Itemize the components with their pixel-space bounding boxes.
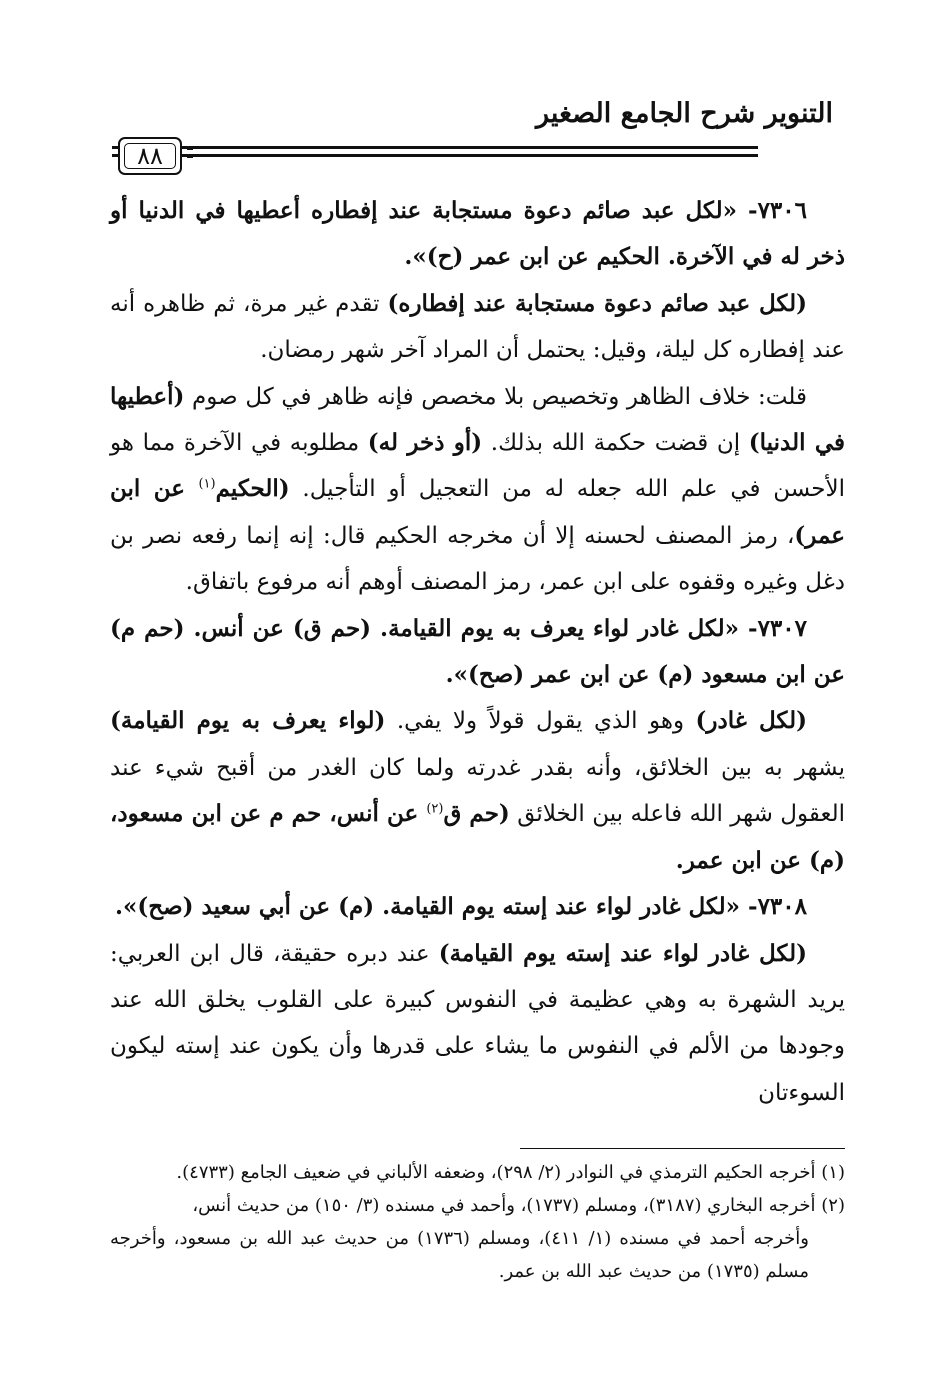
hadith-7306-text: ٧٣٠٦- «لكل عبد صائم دعوة مستجابة عند إفطاره أعطيها في الدنيا أو ذخر له في الآخرة. الحكيم عن ابن عمر (ح)». [110, 197, 845, 271]
commentary-7307 [110, 698, 845, 884]
quote-bold: (لكل غادر لواء عند إسته يوم القيامة) [438, 939, 808, 967]
footnote-ref-2[interactable]: (٢) [426, 801, 444, 817]
footnote-2-line-2: وأخرجه أحمد في مسنده (١/ ٤١١)، ومسلم (١٧٣٦) من حديث عبد الله بن مسعود، وأخرجه مسلم (١٧٣٥) من حديث عبد الله بن عمر. [110, 1228, 809, 1282]
footnote-2-line-1: (٢) أخرجه البخاري (٣١٨٧)، ومسلم (١٧٣٧)، وأحمد في مسنده (٣/ ١٥٠) من حديث أنس، [192, 1195, 845, 1216]
quote-bold: (أعطيها في الدنيا) [110, 382, 845, 457]
hadith-7308-text: ٧٣٠٨- «لكل غادر لواء عند إسته يوم القيامة. (م) عن أبي سعيد (صح)». [115, 893, 807, 921]
header-rule-ornament [187, 148, 193, 158]
quote-bold: (لواء يعرف به يوم القيامة) [110, 707, 386, 735]
quote-bold: عن ابن عمر) [110, 475, 845, 549]
header-rule-top [112, 146, 758, 149]
commentary-text: مطلوبه في الآخرة مما هو الأحسن في علم الله جعله له من التعجيل أو التأجيل. [110, 430, 846, 503]
footnotes [110, 1156, 845, 1288]
quote-bold: (لكل غادر) [695, 707, 807, 735]
footnote-1: (١) أخرجه الحكيم الترمذي في النوادر (٢/ ٢٩٨)، وضعفه الألباني في ضعيف الجامع (٤٧٣٣). [176, 1162, 845, 1183]
header-rule-bottom [112, 154, 758, 157]
hadith-7306 [110, 188, 845, 281]
hadith-7307-text: ٧٣٠٧- «لكل غادر لواء يعرف به يوم القيامة. (حم ق) عن أنس. (حم م) عن ابن مسعود (م) عن ابن عمر (صح)». [110, 614, 845, 689]
quote-bold: (أو ذخر له) [367, 429, 483, 457]
commentary-7308 [110, 931, 845, 1117]
main-text [110, 188, 845, 1116]
footnote-separator [520, 1148, 845, 1149]
commentary-7306-a [110, 281, 845, 374]
commentary-text: يشهر به بين الخلائق، وأنه بقدر غدرته ولما كان الغدر من أقبح شيء عند العقول شهر الله فاعله بين الخلائق [110, 754, 845, 828]
commentary-7306-b [110, 374, 845, 606]
hadith-7308 [110, 884, 845, 930]
quote-bold: (حم ق [443, 800, 510, 828]
commentary-text: قلت: خلاف الظاهر وتخصيص بلا مخصص فإنه ظاهر في كل صوم [184, 383, 807, 410]
running-title: التنوير شرح الجامع الصغير [536, 98, 833, 129]
quote-bold: عن أنس، حم م عن ابن مسعود، (م) عن ابن عمر. [110, 800, 845, 874]
hadith-7307 [110, 606, 845, 699]
quote-bold: (الحكيم [215, 475, 290, 503]
commentary-text: ، رمز المصنف لحسنه إلا أن مخرجه الحكيم قال: إنه إنما رفعه نصر بن دغل وغيره وقفوه على ابن عمر، رمز المصنف أوهم أنه مرفوع باتفاق. [110, 522, 845, 596]
footnote-ref-1[interactable]: (١) [198, 476, 216, 492]
commentary-text: وهو الذي يقول قولاً ولا يفي. [385, 708, 696, 735]
commentary-text: إن قضت حكمة الله بذلك. [482, 430, 749, 457]
commentary-text: تقدم غير مرة، ثم ظاهره أنه عند إفطاره كل ليلة، وقيل: يحتمل أن المراد آخر شهر رمضان. [110, 290, 845, 364]
quote-bold: (لكل عبد صائم دعوة مستجابة عند إفطاره) [387, 289, 807, 317]
page-number: ٨٨ [118, 137, 182, 175]
commentary-text: عند دبره حقيقة، قال ابن العربي: يريد الشهرة به وهي عظيمة في النفوس كبيرة على القلوب يخلق الله عند وجودها من الألم في النفوس ما يشاء على قدرها وأن يكون عند إسته ليكون السوءتان [110, 940, 845, 1106]
page-header [0, 0, 945, 190]
